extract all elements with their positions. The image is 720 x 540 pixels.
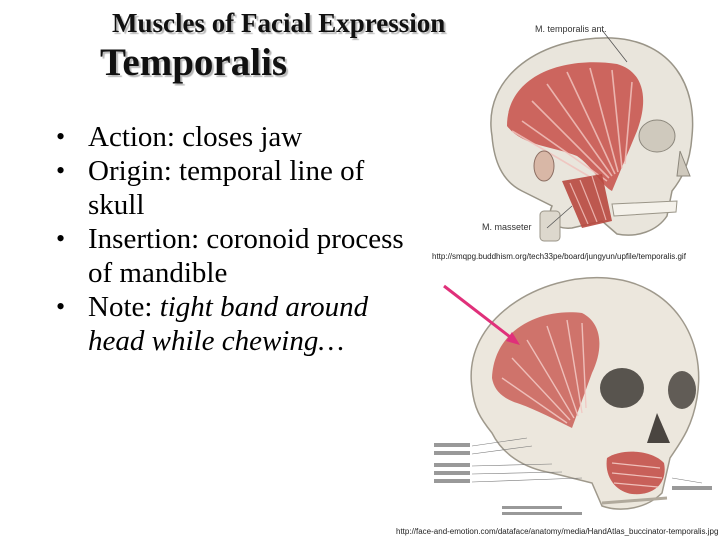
label-temporalis: M. temporalis ant.	[535, 24, 607, 34]
label-masseter: M. masseter	[482, 222, 532, 232]
temporalis-skull-illustration	[432, 268, 718, 520]
bullet-dot: •	[56, 224, 66, 253]
bullet-note: • Note: tight band around head while chewing…	[56, 291, 369, 357]
bullet-dot: •	[56, 122, 66, 151]
bullet-action: • Action: closes jaw	[56, 121, 303, 153]
bullet-list	[56, 120, 416, 358]
slide-title: Temporalis	[100, 41, 288, 84]
source-url-bottom: http://face-and-emotion.com/dataface/anatomy/media/HandAtlas_buccinator-temporalis.jpg	[396, 527, 719, 536]
bullet-origin: • Origin: temporal line of skull	[56, 155, 365, 221]
source-url-top: http://smqpg.buddhism.org/tech33pe/board/jungyun/upfile/temporalis.gif	[432, 252, 686, 261]
temporalis-side-illustration	[452, 16, 714, 252]
bullet-dot: •	[56, 156, 66, 185]
slide-supertitle: Muscles of Facial Expression	[112, 8, 446, 38]
bullet-dot: •	[56, 292, 66, 321]
bullet-insertion: • Insertion: coronoid process of mandible	[56, 223, 404, 289]
